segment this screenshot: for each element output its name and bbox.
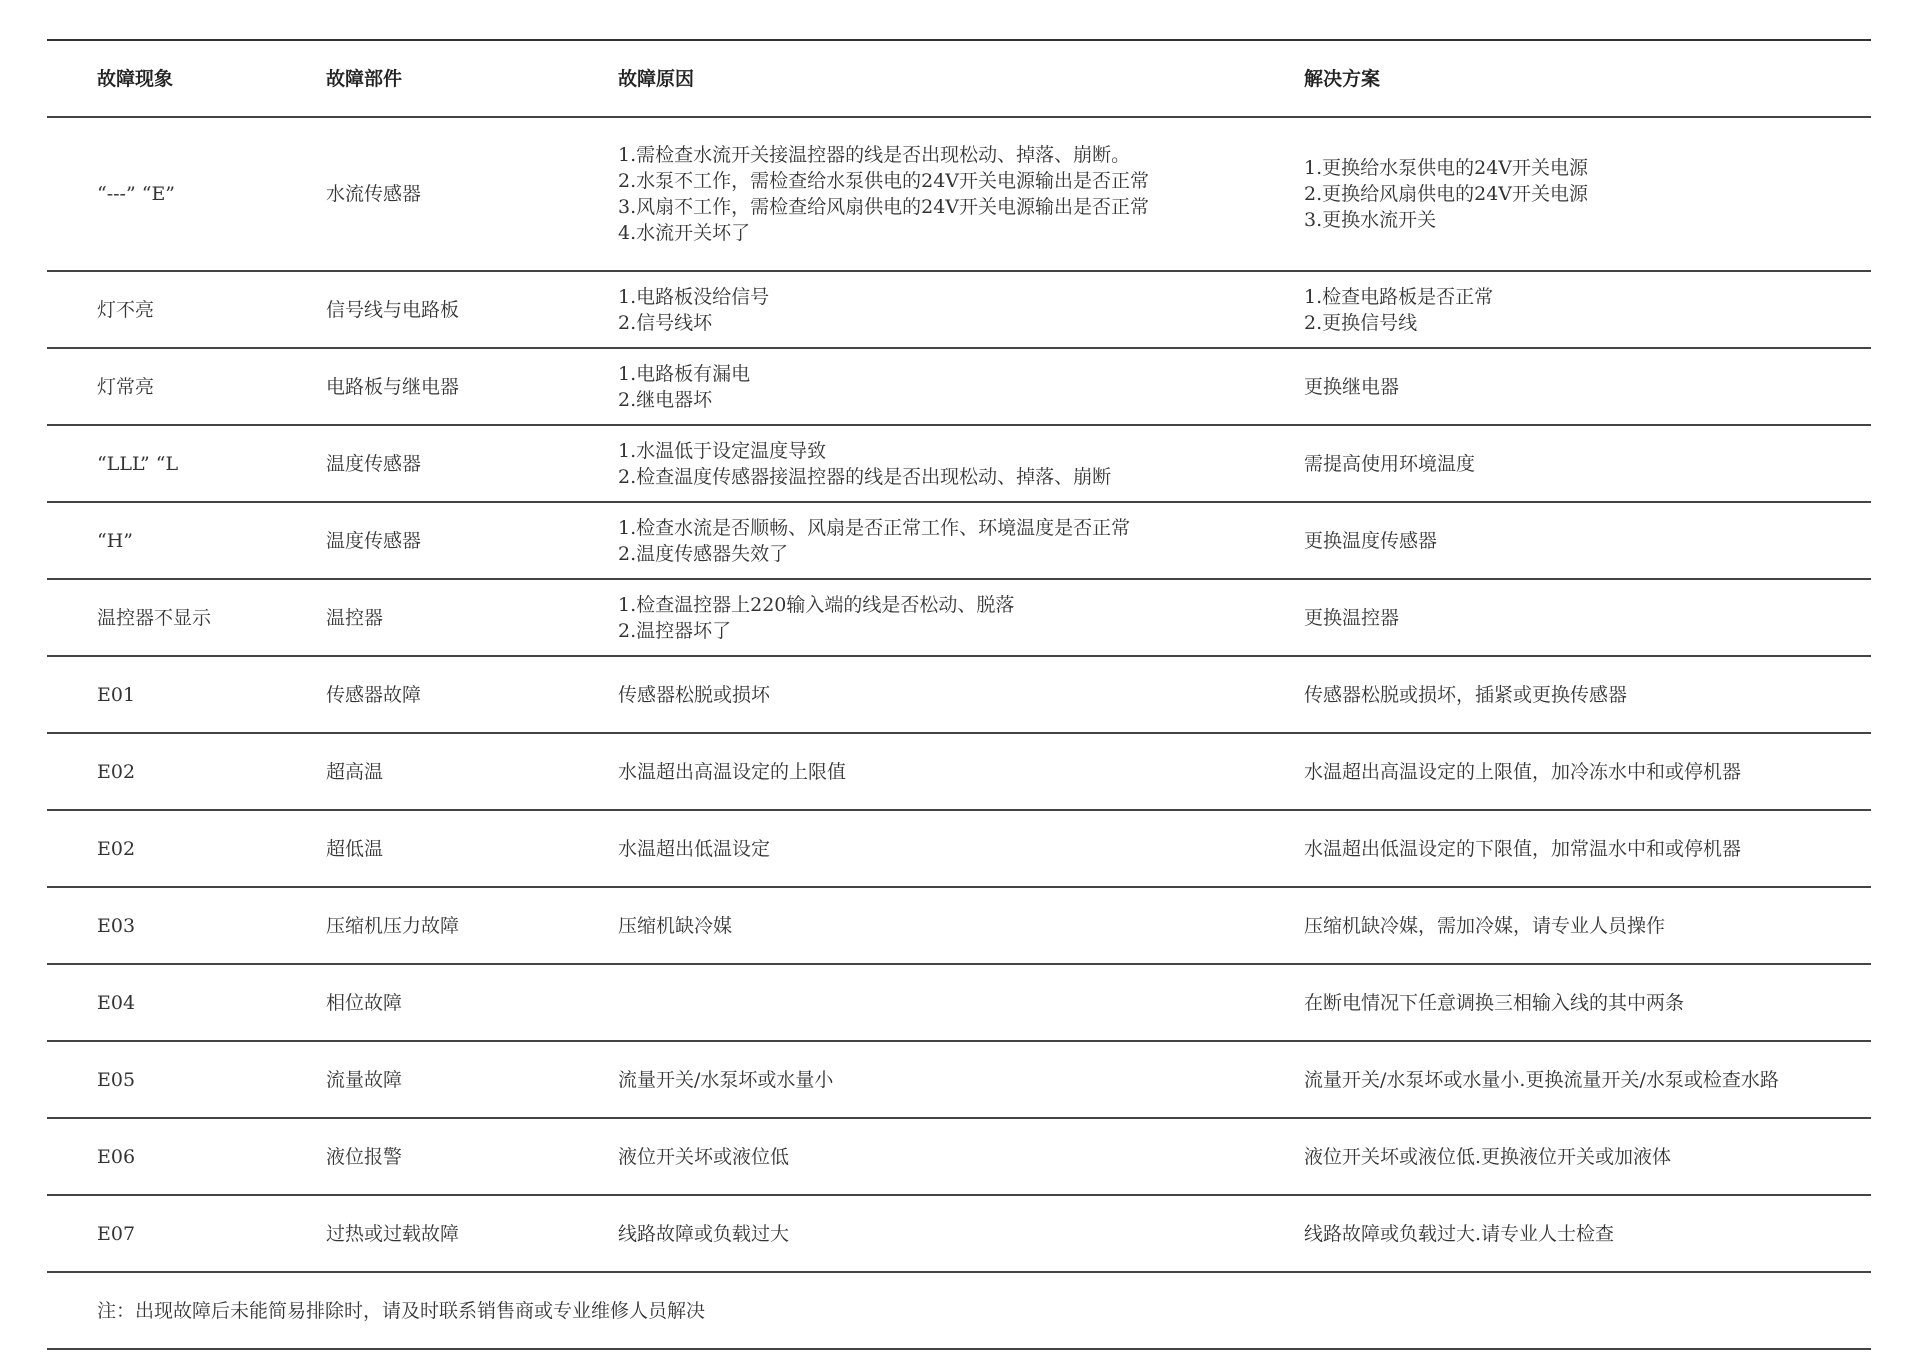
solution-cell [1304,1041,1871,1118]
part-cell: 液位报警 [326,1118,618,1195]
table-row [47,579,1871,656]
solution-line: 更换温控器 [1304,606,1400,629]
solution-line: 更换继电器 [1304,375,1400,398]
table-row [47,271,1871,348]
part-cell: 水流传感器 [326,117,618,271]
cause-line: 传感器松脱或损坏 [618,683,771,706]
symptom-cell: E05 [47,1041,326,1118]
solution-line: 液位开关坏或液位低.更换液位开关或加液体 [1304,1145,1672,1168]
table-row [47,348,1871,425]
solution-cell [1304,656,1871,733]
note-text: 注：出现故障后未能简易排除时，请及时联系销售商或专业维修人员解决 [47,1272,1871,1349]
cause-line: 1.检查温控器上220输入端的线是否松动、脱落 [618,593,1015,616]
part-cell: 相位故障 [326,964,618,1041]
cause-line: 压缩机缺冷媒 [618,914,733,937]
table-row [47,117,1871,271]
solution-line: 更换温度传感器 [1304,529,1438,552]
solution-cell [1304,425,1871,502]
cause-line: 1.检查水流是否顺畅、风扇是否正常工作、环境温度是否正常 [618,516,1131,539]
solution-cell [1304,964,1871,1041]
part-cell: 流量故障 [326,1041,618,1118]
cause-line: 1.电路板没给信号 [618,285,770,308]
symptom-cell: E06 [47,1118,326,1195]
solution-line: 2.更换信号线 [1304,311,1418,334]
part-cell: 传感器故障 [326,656,618,733]
cause-line: 2.继电器坏 [618,388,713,411]
solution-line: 需提高使用环境温度 [1304,452,1476,475]
cause-cell [618,656,1304,733]
cause-cell [618,348,1304,425]
symptom-cell: “H” [47,502,326,579]
part-cell: 超高温 [326,733,618,810]
solution-line: 水温超出低温设定的下限值，加常温水中和或停机器 [1304,837,1742,860]
cause-line: 液位开关坏或液位低 [618,1145,790,1168]
note-row [47,1272,1871,1349]
cause-cell [618,1118,1304,1195]
cause-line: 2.温控器坏了 [618,619,732,642]
solution-line: 水温超出高温设定的上限值，加冷冻水中和或停机器 [1304,760,1742,783]
part-cell: 过热或过载故障 [326,1195,618,1272]
part-cell: 信号线与电路板 [326,271,618,348]
symptom-cell: “LLL” “L [47,425,326,502]
cause-cell [618,733,1304,810]
symptom-cell: 温控器不显示 [47,579,326,656]
table-row [47,887,1871,964]
cause-line: 1.需检查水流开关接温控器的线是否出现松动、掉落、崩断。 [618,144,1131,166]
table-row [47,964,1871,1041]
cause-line: 水温超出低温设定 [618,837,771,860]
solution-cell [1304,117,1871,271]
solution-line: 压缩机缺冷媒，需加冷媒，请专业人员操作 [1304,914,1666,937]
symptom-cell: “---” “E” [47,117,326,271]
solution-line: 2.更换给风扇供电的24V开关电源 [1304,183,1589,205]
cause-line: 2.水泵不工作，需检查给水泵供电的24V开关电源输出是否正常 [618,170,1150,192]
solution-line: 传感器松脱或损坏，插紧或更换传感器 [1304,683,1628,706]
symptom-cell: E01 [47,656,326,733]
header-solution: 解决方案 [1304,40,1871,117]
table-header-row [47,40,1871,117]
symptom-cell: 灯不亮 [47,271,326,348]
solution-cell [1304,1118,1871,1195]
solution-cell [1304,502,1871,579]
solution-line: 1.检查电路板是否正常 [1304,285,1494,308]
solution-cell [1304,271,1871,348]
cause-line: 2.温度传感器失效了 [618,542,789,565]
solution-line: 1.更换给水泵供电的24V开关电源 [1304,157,1589,179]
part-cell: 超低温 [326,810,618,887]
solution-cell [1304,733,1871,810]
cause-line: 线路故障或负载过大 [618,1222,790,1245]
part-cell: 温度传感器 [326,425,618,502]
symptom-cell: E04 [47,964,326,1041]
cause-line: 2.检查温度传感器接温控器的线是否出现松动、掉落、崩断 [618,465,1112,488]
table-row [47,1195,1871,1272]
cause-cell [618,964,1304,1041]
cause-cell [618,117,1304,271]
symptom-cell: E02 [47,733,326,810]
solution-cell [1304,579,1871,656]
cause-line: 1.电路板有漏电 [618,362,751,385]
cause-line: 2.信号线坏 [618,311,713,334]
symptom-cell: E03 [47,887,326,964]
solution-cell [1304,887,1871,964]
part-cell: 压缩机压力故障 [326,887,618,964]
solution-line: 流量开关/水泵坏或水量小.更换流量开关/水泵或检查水路 [1304,1068,1779,1091]
solution-line: 在断电情况下任意调换三相输入线的其中两条 [1304,991,1685,1014]
solution-cell [1304,810,1871,887]
part-cell: 温度传感器 [326,502,618,579]
cause-cell [618,887,1304,964]
cause-cell [618,1195,1304,1272]
solution-cell [1304,1195,1871,1272]
table-row [47,502,1871,579]
cause-cell [618,1041,1304,1118]
part-cell: 温控器 [326,579,618,656]
cause-line: 流量开关/水泵坏或水量小 [618,1068,834,1091]
table-row [47,656,1871,733]
table-row [47,1041,1871,1118]
symptom-cell: E02 [47,810,326,887]
solution-cell [1304,348,1871,425]
solution-line: 线路故障或负载过大.请专业人士检查 [1304,1222,1615,1245]
fault-table [47,39,1871,1350]
cause-cell [618,425,1304,502]
table-row [47,1118,1871,1195]
header-cause: 故障原因 [618,40,1304,117]
header-part: 故障部件 [326,40,618,117]
cause-line: 1.水温低于设定温度导致 [618,439,827,462]
table-row [47,733,1871,810]
cause-cell [618,502,1304,579]
symptom-cell: 灯常亮 [47,348,326,425]
table-row [47,810,1871,887]
solution-line: 3.更换水流开关 [1304,209,1437,231]
symptom-cell: E07 [47,1195,326,1272]
cause-line: 4.水流开关坏了 [618,222,751,244]
cause-cell [618,579,1304,656]
cause-line: 水温超出高温设定的上限值 [618,760,847,783]
table-row [47,425,1871,502]
cause-cell [618,810,1304,887]
cause-cell [618,271,1304,348]
part-cell: 电路板与继电器 [326,348,618,425]
cause-line: 3.风扇不工作，需检查给风扇供电的24V开关电源输出是否正常 [618,196,1150,218]
header-symptom: 故障现象 [47,40,326,117]
